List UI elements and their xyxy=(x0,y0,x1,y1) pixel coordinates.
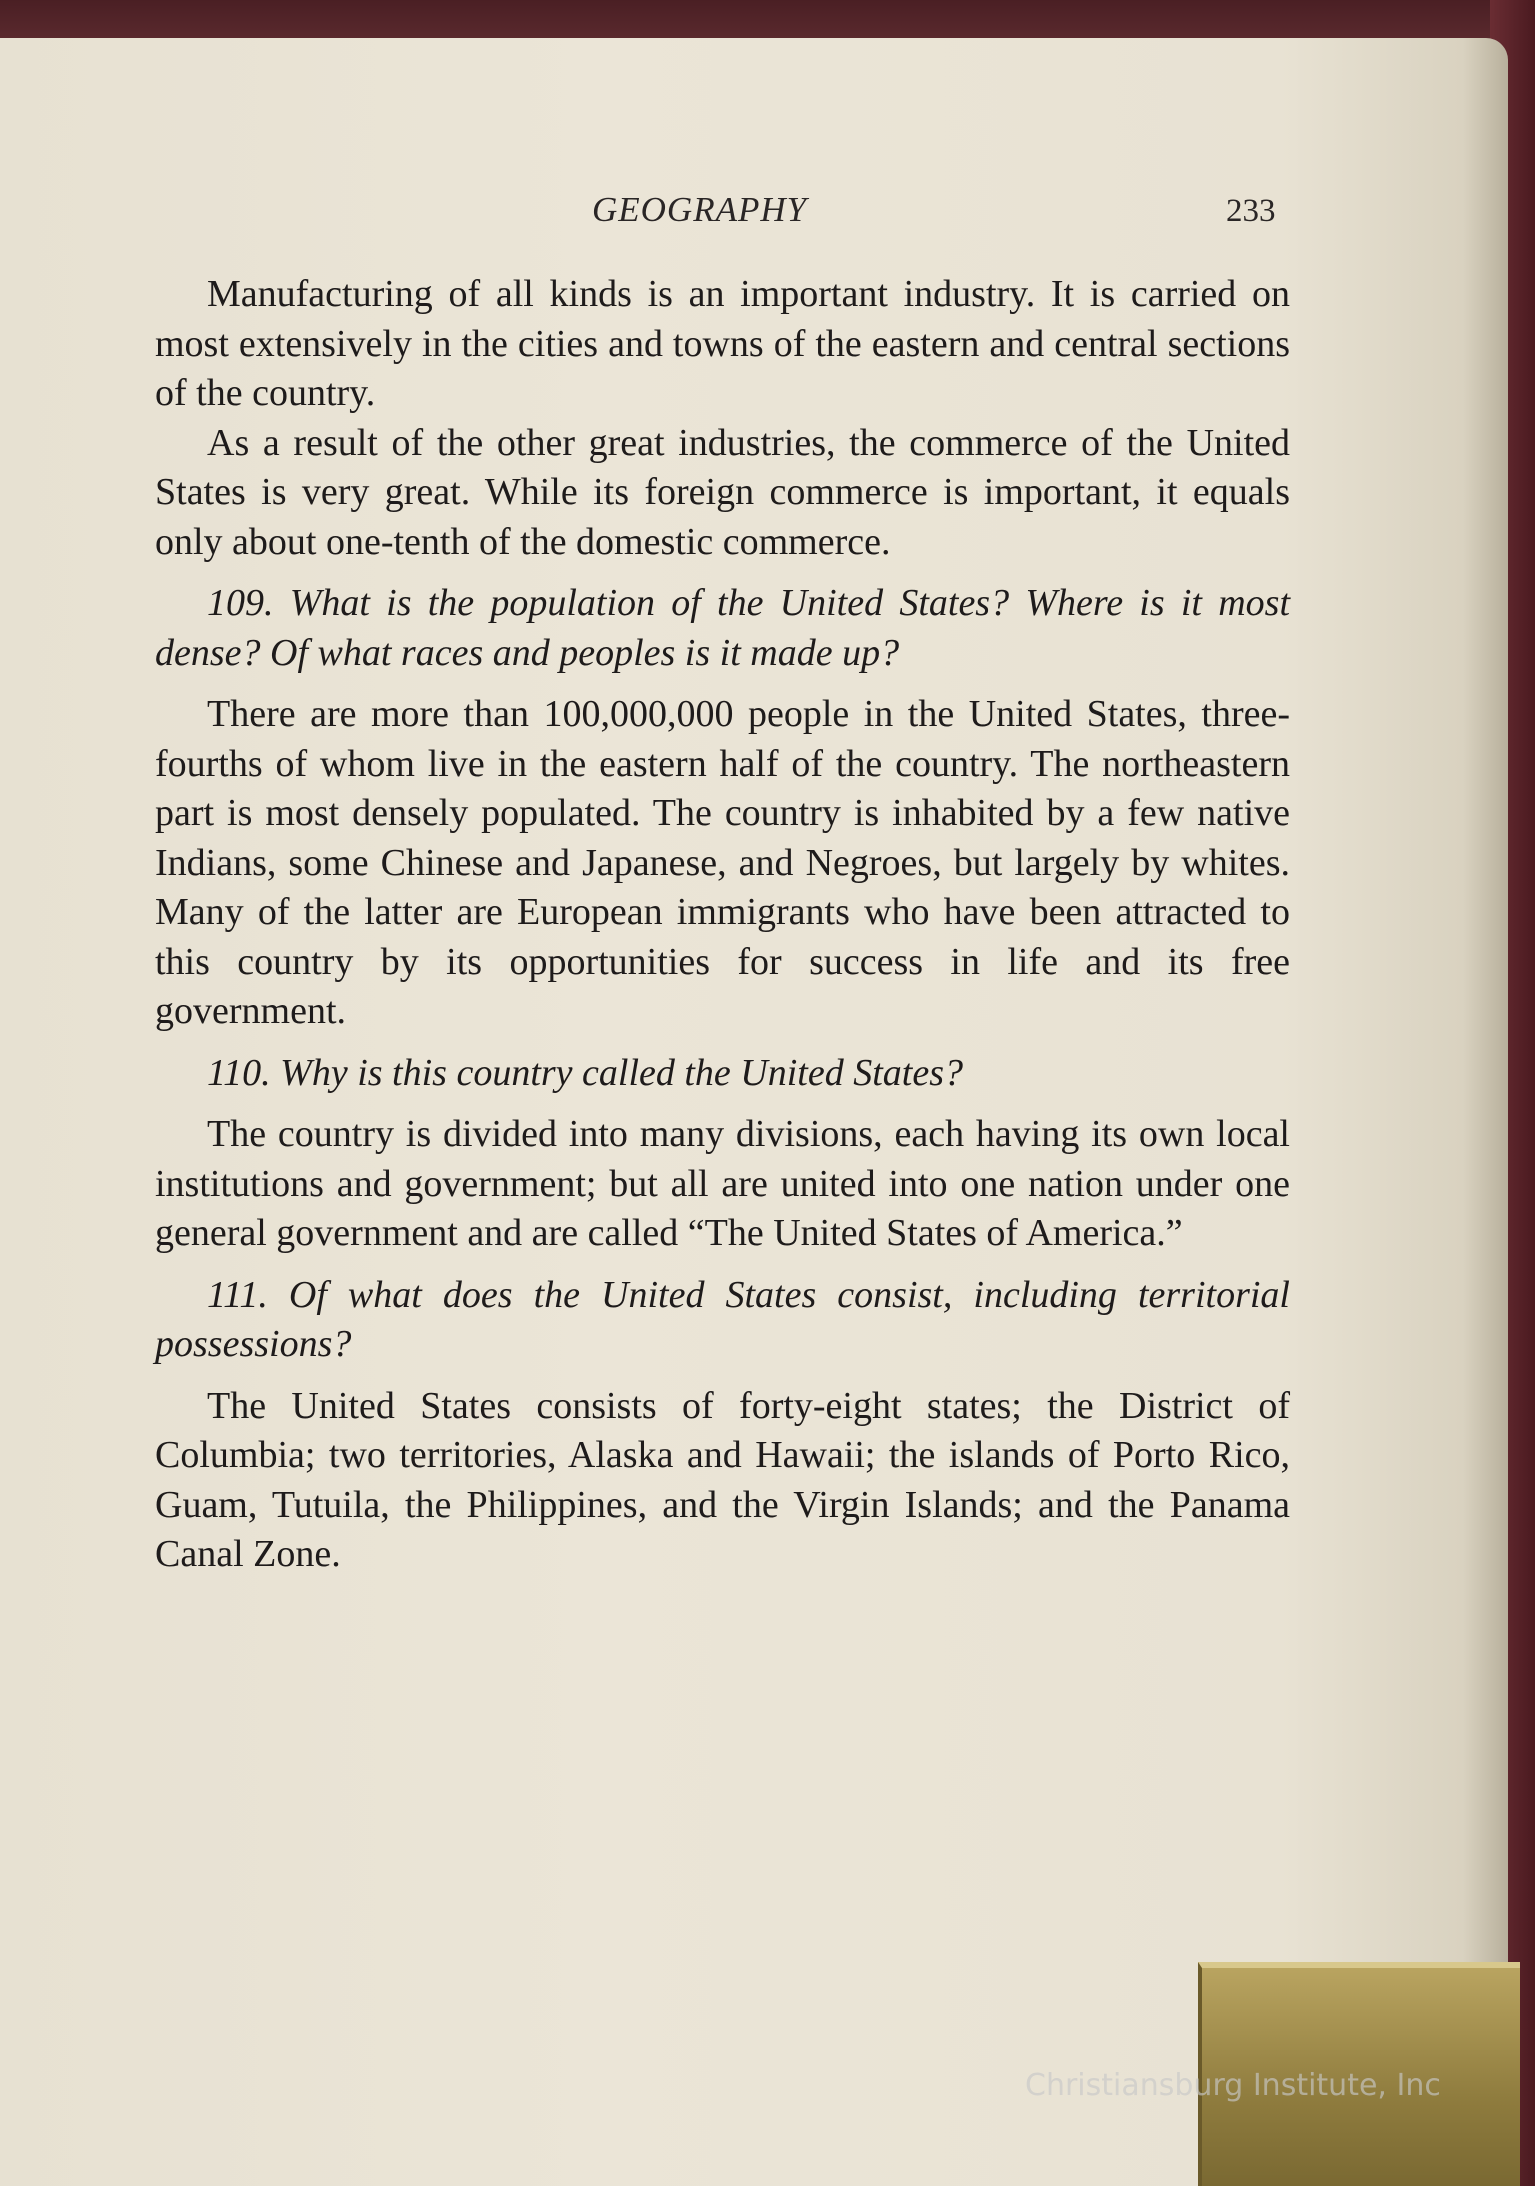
answer-110: The country is divided into many divisions, each having its own local institutions and government; but all are united into one nation under one general government and are called “The United States of America.” xyxy=(155,1113,1290,1254)
watermark-text: Christiansburg Institute, Inc xyxy=(1025,2068,1441,2103)
paragraph-manufacturing: Manufacturing of all kinds is an important industry. It is carried on most extensively in the cities and towns of the eastern and central sections of the country. xyxy=(155,273,1290,414)
question-111: 111. Of what does the United States consist, including territorial possessions? xyxy=(155,1273,1290,1365)
paragraph-commerce: As a result of the other great industries, the commerce of the United States is very great. While its foreign commerce is important, it equals only about one-tenth of the domestic commerce. xyxy=(155,421,1290,563)
answer-109: There are more than 100,000,000 people in the United States, three-fourths of whom live in the eastern half of the country. The northeastern part is most densely populated. The country is inhabited by a few native Indians, some Chinese and Japanese, and Negroes, but largely by whites. Many of the latter are European immigrants who have been attracted to this country by its opportunities for success in life and its free government. xyxy=(155,693,1290,1032)
question-109: 109. What is the population of the United States? Where is it most dense? Of what races and peoples is it made up? xyxy=(155,582,1290,674)
running-head-title: GEOGRAPHY xyxy=(592,190,808,229)
question-110: 110. Why is this country called the United States? xyxy=(207,1051,963,1094)
page-number: 233 xyxy=(1226,193,1276,229)
page-body xyxy=(155,270,1290,1580)
answer-111: The United States consists of forty-eight states; the District of Columbia; two territories, Alaska and Hawaii; the islands of Porto Rico, Guam, Tutuila, the Philippines, and the Virgin Islands; and the Panama Canal Zone. xyxy=(155,1384,1290,1575)
